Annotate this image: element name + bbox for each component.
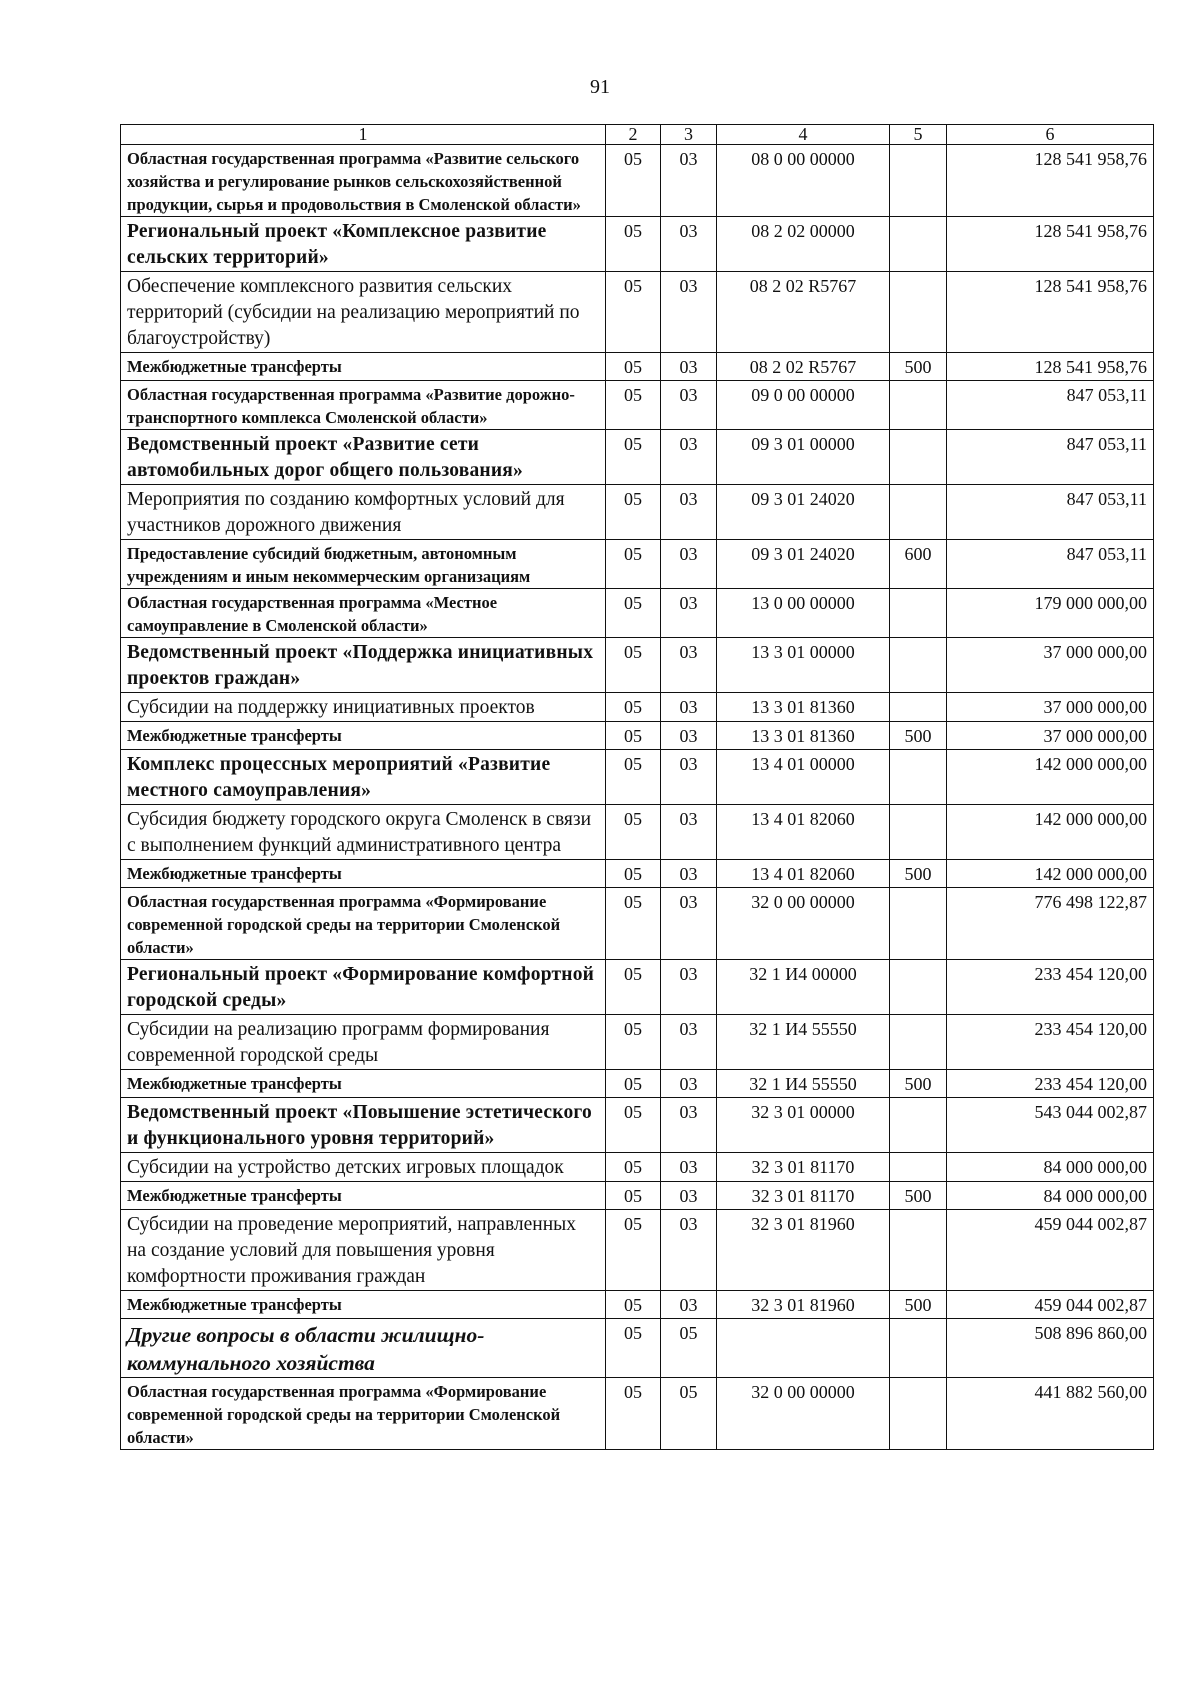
expense-type-cell: 500 <box>890 722 947 750</box>
amount-cell: 847 053,11 <box>947 430 1154 485</box>
target-article-cell: 13 3 01 81360 <box>717 693 890 722</box>
target-article-cell: 08 0 00 00000 <box>717 145 890 217</box>
row-name-cell: Межбюджетные трансферты <box>121 353 606 381</box>
expense-type-cell: 500 <box>890 1291 947 1319</box>
amount-cell: 441 882 560,00 <box>947 1378 1154 1450</box>
target-article-cell: 13 3 01 81360 <box>717 722 890 750</box>
amount-cell: 142 000 000,00 <box>947 860 1154 888</box>
table-row <box>121 750 1154 805</box>
section-code-cell: 05 <box>606 1153 661 1182</box>
expense-type-cell <box>890 145 947 217</box>
row-name-cell: Межбюджетные трансферты <box>121 722 606 750</box>
subsection-code-cell: 03 <box>661 217 717 272</box>
header-cell-5: 5 <box>890 125 947 145</box>
subsection-code-cell: 03 <box>661 1070 717 1098</box>
section-code-cell: 05 <box>606 272 661 353</box>
table-row <box>121 1319 1154 1378</box>
target-article-cell: 13 4 01 82060 <box>717 805 890 860</box>
table-row <box>121 381 1154 430</box>
expense-type-cell <box>890 217 947 272</box>
amount-cell: 179 000 000,00 <box>947 589 1154 638</box>
row-name-cell: Предоставление субсидий бюджетным, автономным учреждениям и иным некоммерческим организациям <box>121 540 606 589</box>
table-row <box>121 960 1154 1015</box>
target-article-cell: 32 3 01 81960 <box>717 1210 890 1291</box>
row-name-cell: Ведомственный проект «Поддержка инициативных проектов граждан» <box>121 638 606 693</box>
section-code-cell: 05 <box>606 888 661 960</box>
row-name-cell: Областная государственная программа «Формирование современной городской среды на территории Смоленской области» <box>121 1378 606 1450</box>
expense-type-cell <box>890 805 947 860</box>
table-row <box>121 217 1154 272</box>
amount-cell: 37 000 000,00 <box>947 722 1154 750</box>
amount-cell: 128 541 958,76 <box>947 145 1154 217</box>
target-article-cell: 08 2 02 00000 <box>717 217 890 272</box>
amount-cell: 142 000 000,00 <box>947 805 1154 860</box>
subsection-code-cell: 03 <box>661 750 717 805</box>
amount-cell: 84 000 000,00 <box>947 1153 1154 1182</box>
amount-cell: 847 053,11 <box>947 540 1154 589</box>
row-name-cell: Субсидии на реализацию программ формирования современной городской среды <box>121 1015 606 1070</box>
target-article-cell: 13 4 01 00000 <box>717 750 890 805</box>
subsection-code-cell: 03 <box>661 693 717 722</box>
subsection-code-cell: 03 <box>661 353 717 381</box>
amount-cell: 233 454 120,00 <box>947 1015 1154 1070</box>
target-article-cell: 32 0 00 00000 <box>717 888 890 960</box>
expense-type-cell: 500 <box>890 1070 947 1098</box>
budget-table <box>120 124 1154 1450</box>
row-name-cell: Областная государственная программа «Формирование современной городской среды на территории Смоленской области» <box>121 888 606 960</box>
target-article-cell: 13 0 00 00000 <box>717 589 890 638</box>
target-article-cell <box>717 1319 890 1378</box>
table-row <box>121 805 1154 860</box>
table-row <box>121 1378 1154 1450</box>
row-name-cell: Другие вопросы в области жилищно-коммунального хозяйства <box>121 1319 606 1378</box>
amount-cell: 847 053,11 <box>947 485 1154 540</box>
target-article-cell: 09 0 00 00000 <box>717 381 890 430</box>
section-code-cell: 05 <box>606 960 661 1015</box>
expense-type-cell: 500 <box>890 860 947 888</box>
section-code-cell: 05 <box>606 353 661 381</box>
amount-cell: 233 454 120,00 <box>947 960 1154 1015</box>
table-row <box>121 272 1154 353</box>
section-code-cell: 05 <box>606 1210 661 1291</box>
section-code-cell: 05 <box>606 1378 661 1450</box>
table-row <box>121 430 1154 485</box>
section-code-cell: 05 <box>606 589 661 638</box>
target-article-cell: 32 3 01 81170 <box>717 1182 890 1210</box>
table-row <box>121 540 1154 589</box>
amount-cell: 508 896 860,00 <box>947 1319 1154 1378</box>
row-name-cell: Комплекс процессных мероприятий «Развитие местного самоуправления» <box>121 750 606 805</box>
section-code-cell: 05 <box>606 1098 661 1153</box>
section-code-cell: 05 <box>606 381 661 430</box>
expense-type-cell: 500 <box>890 1182 947 1210</box>
row-name-cell: Областная государственная программа «Развитие дорожно-транспортного комплекса Смоленской области» <box>121 381 606 430</box>
row-name-cell: Мероприятия по созданию комфортных условий для участников дорожного движения <box>121 485 606 540</box>
table-row <box>121 860 1154 888</box>
target-article-cell: 32 0 00 00000 <box>717 1378 890 1450</box>
amount-cell: 128 541 958,76 <box>947 353 1154 381</box>
row-name-cell: Субсидии на проведение мероприятий, направленных на создание условий для повышения уровня комфортности проживания граждан <box>121 1210 606 1291</box>
target-article-cell: 32 3 01 81170 <box>717 1153 890 1182</box>
subsection-code-cell: 03 <box>661 145 717 217</box>
expense-type-cell <box>890 750 947 805</box>
table-row <box>121 722 1154 750</box>
amount-cell: 37 000 000,00 <box>947 693 1154 722</box>
expense-type-cell <box>890 1378 947 1450</box>
table-row <box>121 485 1154 540</box>
table-row <box>121 1210 1154 1291</box>
section-code-cell: 05 <box>606 722 661 750</box>
section-code-cell: 05 <box>606 860 661 888</box>
table-row <box>121 1182 1154 1210</box>
row-name-cell: Межбюджетные трансферты <box>121 1291 606 1319</box>
section-code-cell: 05 <box>606 693 661 722</box>
target-article-cell: 32 3 01 81960 <box>717 1291 890 1319</box>
expense-type-cell <box>890 1098 947 1153</box>
subsection-code-cell: 03 <box>661 1210 717 1291</box>
target-article-cell: 08 2 02 R5767 <box>717 272 890 353</box>
section-code-cell: 05 <box>606 1015 661 1070</box>
subsection-code-cell: 03 <box>661 381 717 430</box>
amount-cell: 459 044 002,87 <box>947 1210 1154 1291</box>
table-row <box>121 145 1154 217</box>
amount-cell: 128 541 958,76 <box>947 217 1154 272</box>
subsection-code-cell: 03 <box>661 1291 717 1319</box>
target-article-cell: 13 4 01 82060 <box>717 860 890 888</box>
row-name-cell: Ведомственный проект «Развитие сети автомобильных дорог общего пользования» <box>121 430 606 485</box>
table-row <box>121 888 1154 960</box>
subsection-code-cell: 03 <box>661 722 717 750</box>
expense-type-cell <box>890 693 947 722</box>
expense-type-cell <box>890 1210 947 1291</box>
target-article-cell: 08 2 02 R5767 <box>717 353 890 381</box>
section-code-cell: 05 <box>606 145 661 217</box>
expense-type-cell <box>890 888 947 960</box>
subsection-code-cell: 05 <box>661 1319 717 1378</box>
row-name-cell: Региональный проект «Формирование комфортной городской среды» <box>121 960 606 1015</box>
expense-type-cell <box>890 589 947 638</box>
expense-type-cell <box>890 1319 947 1378</box>
table-row <box>121 1291 1154 1319</box>
subsection-code-cell: 03 <box>661 589 717 638</box>
page-number: 91 <box>590 76 610 98</box>
row-name-cell: Областная государственная программа «Местное самоуправление в Смоленской области» <box>121 589 606 638</box>
subsection-code-cell: 03 <box>661 1153 717 1182</box>
table-row <box>121 1098 1154 1153</box>
section-code-cell: 05 <box>606 1319 661 1378</box>
row-name-cell: Субсидии на устройство детских игровых площадок <box>121 1153 606 1182</box>
subsection-code-cell: 03 <box>661 1098 717 1153</box>
subsection-code-cell: 03 <box>661 805 717 860</box>
section-code-cell: 05 <box>606 1291 661 1319</box>
table-row <box>121 589 1154 638</box>
row-name-cell: Региональный проект «Комплексное развитие сельских территорий» <box>121 217 606 272</box>
table-row <box>121 1015 1154 1070</box>
row-name-cell: Субсидия бюджету городского округа Смоленск в связи с выполнением функций административного центра <box>121 805 606 860</box>
expense-type-cell: 500 <box>890 353 947 381</box>
subsection-code-cell: 03 <box>661 638 717 693</box>
section-code-cell: 05 <box>606 1070 661 1098</box>
expense-type-cell <box>890 638 947 693</box>
row-name-cell: Областная государственная программа «Развитие сельского хозяйства и регулирование рынков сельскохозяйственной продукции, сырья и продовольствия в Смоленской области» <box>121 145 606 217</box>
amount-cell: 84 000 000,00 <box>947 1182 1154 1210</box>
expense-type-cell <box>890 381 947 430</box>
section-code-cell: 05 <box>606 430 661 485</box>
header-cell-1: 1 <box>121 125 606 145</box>
amount-cell: 128 541 958,76 <box>947 272 1154 353</box>
target-article-cell: 09 3 01 00000 <box>717 430 890 485</box>
subsection-code-cell: 03 <box>661 485 717 540</box>
subsection-code-cell: 05 <box>661 1378 717 1450</box>
table-row <box>121 1070 1154 1098</box>
expense-type-cell <box>890 430 947 485</box>
amount-cell: 543 044 002,87 <box>947 1098 1154 1153</box>
table-row <box>121 638 1154 693</box>
header-cell-2: 2 <box>606 125 661 145</box>
expense-type-cell: 600 <box>890 540 947 589</box>
subsection-code-cell: 03 <box>661 1015 717 1070</box>
header-cell-4: 4 <box>717 125 890 145</box>
header-cell-6: 6 <box>947 125 1154 145</box>
row-name-cell: Субсидии на поддержку инициативных проектов <box>121 693 606 722</box>
target-article-cell: 32 1 И4 55550 <box>717 1015 890 1070</box>
target-article-cell: 32 1 И4 55550 <box>717 1070 890 1098</box>
expense-type-cell <box>890 485 947 540</box>
subsection-code-cell: 03 <box>661 272 717 353</box>
subsection-code-cell: 03 <box>661 960 717 1015</box>
row-name-cell: Обеспечение комплексного развития сельских территорий (субсидии на реализацию мероприятий по благоустройству) <box>121 272 606 353</box>
section-code-cell: 05 <box>606 540 661 589</box>
expense-type-cell <box>890 1015 947 1070</box>
amount-cell: 776 498 122,87 <box>947 888 1154 960</box>
row-name-cell: Межбюджетные трансферты <box>121 1182 606 1210</box>
subsection-code-cell: 03 <box>661 430 717 485</box>
target-article-cell: 32 1 И4 00000 <box>717 960 890 1015</box>
header-row <box>121 125 1154 145</box>
section-code-cell: 05 <box>606 217 661 272</box>
target-article-cell: 32 3 01 00000 <box>717 1098 890 1153</box>
target-article-cell: 09 3 01 24020 <box>717 540 890 589</box>
section-code-cell: 05 <box>606 750 661 805</box>
section-code-cell: 05 <box>606 1182 661 1210</box>
subsection-code-cell: 03 <box>661 1182 717 1210</box>
amount-cell: 847 053,11 <box>947 381 1154 430</box>
target-article-cell: 09 3 01 24020 <box>717 485 890 540</box>
row-name-cell: Межбюджетные трансферты <box>121 860 606 888</box>
section-code-cell: 05 <box>606 638 661 693</box>
section-code-cell: 05 <box>606 485 661 540</box>
table-row <box>121 1153 1154 1182</box>
amount-cell: 233 454 120,00 <box>947 1070 1154 1098</box>
amount-cell: 459 044 002,87 <box>947 1291 1154 1319</box>
target-article-cell: 13 3 01 00000 <box>717 638 890 693</box>
expense-type-cell <box>890 1153 947 1182</box>
table-row <box>121 353 1154 381</box>
expense-type-cell <box>890 960 947 1015</box>
expense-type-cell <box>890 272 947 353</box>
amount-cell: 37 000 000,00 <box>947 638 1154 693</box>
row-name-cell: Ведомственный проект «Повышение эстетического и функционального уровня территорий» <box>121 1098 606 1153</box>
subsection-code-cell: 03 <box>661 860 717 888</box>
section-code-cell: 05 <box>606 805 661 860</box>
row-name-cell: Межбюджетные трансферты <box>121 1070 606 1098</box>
header-cell-3: 3 <box>661 125 717 145</box>
subsection-code-cell: 03 <box>661 888 717 960</box>
table-row <box>121 693 1154 722</box>
amount-cell: 142 000 000,00 <box>947 750 1154 805</box>
subsection-code-cell: 03 <box>661 540 717 589</box>
